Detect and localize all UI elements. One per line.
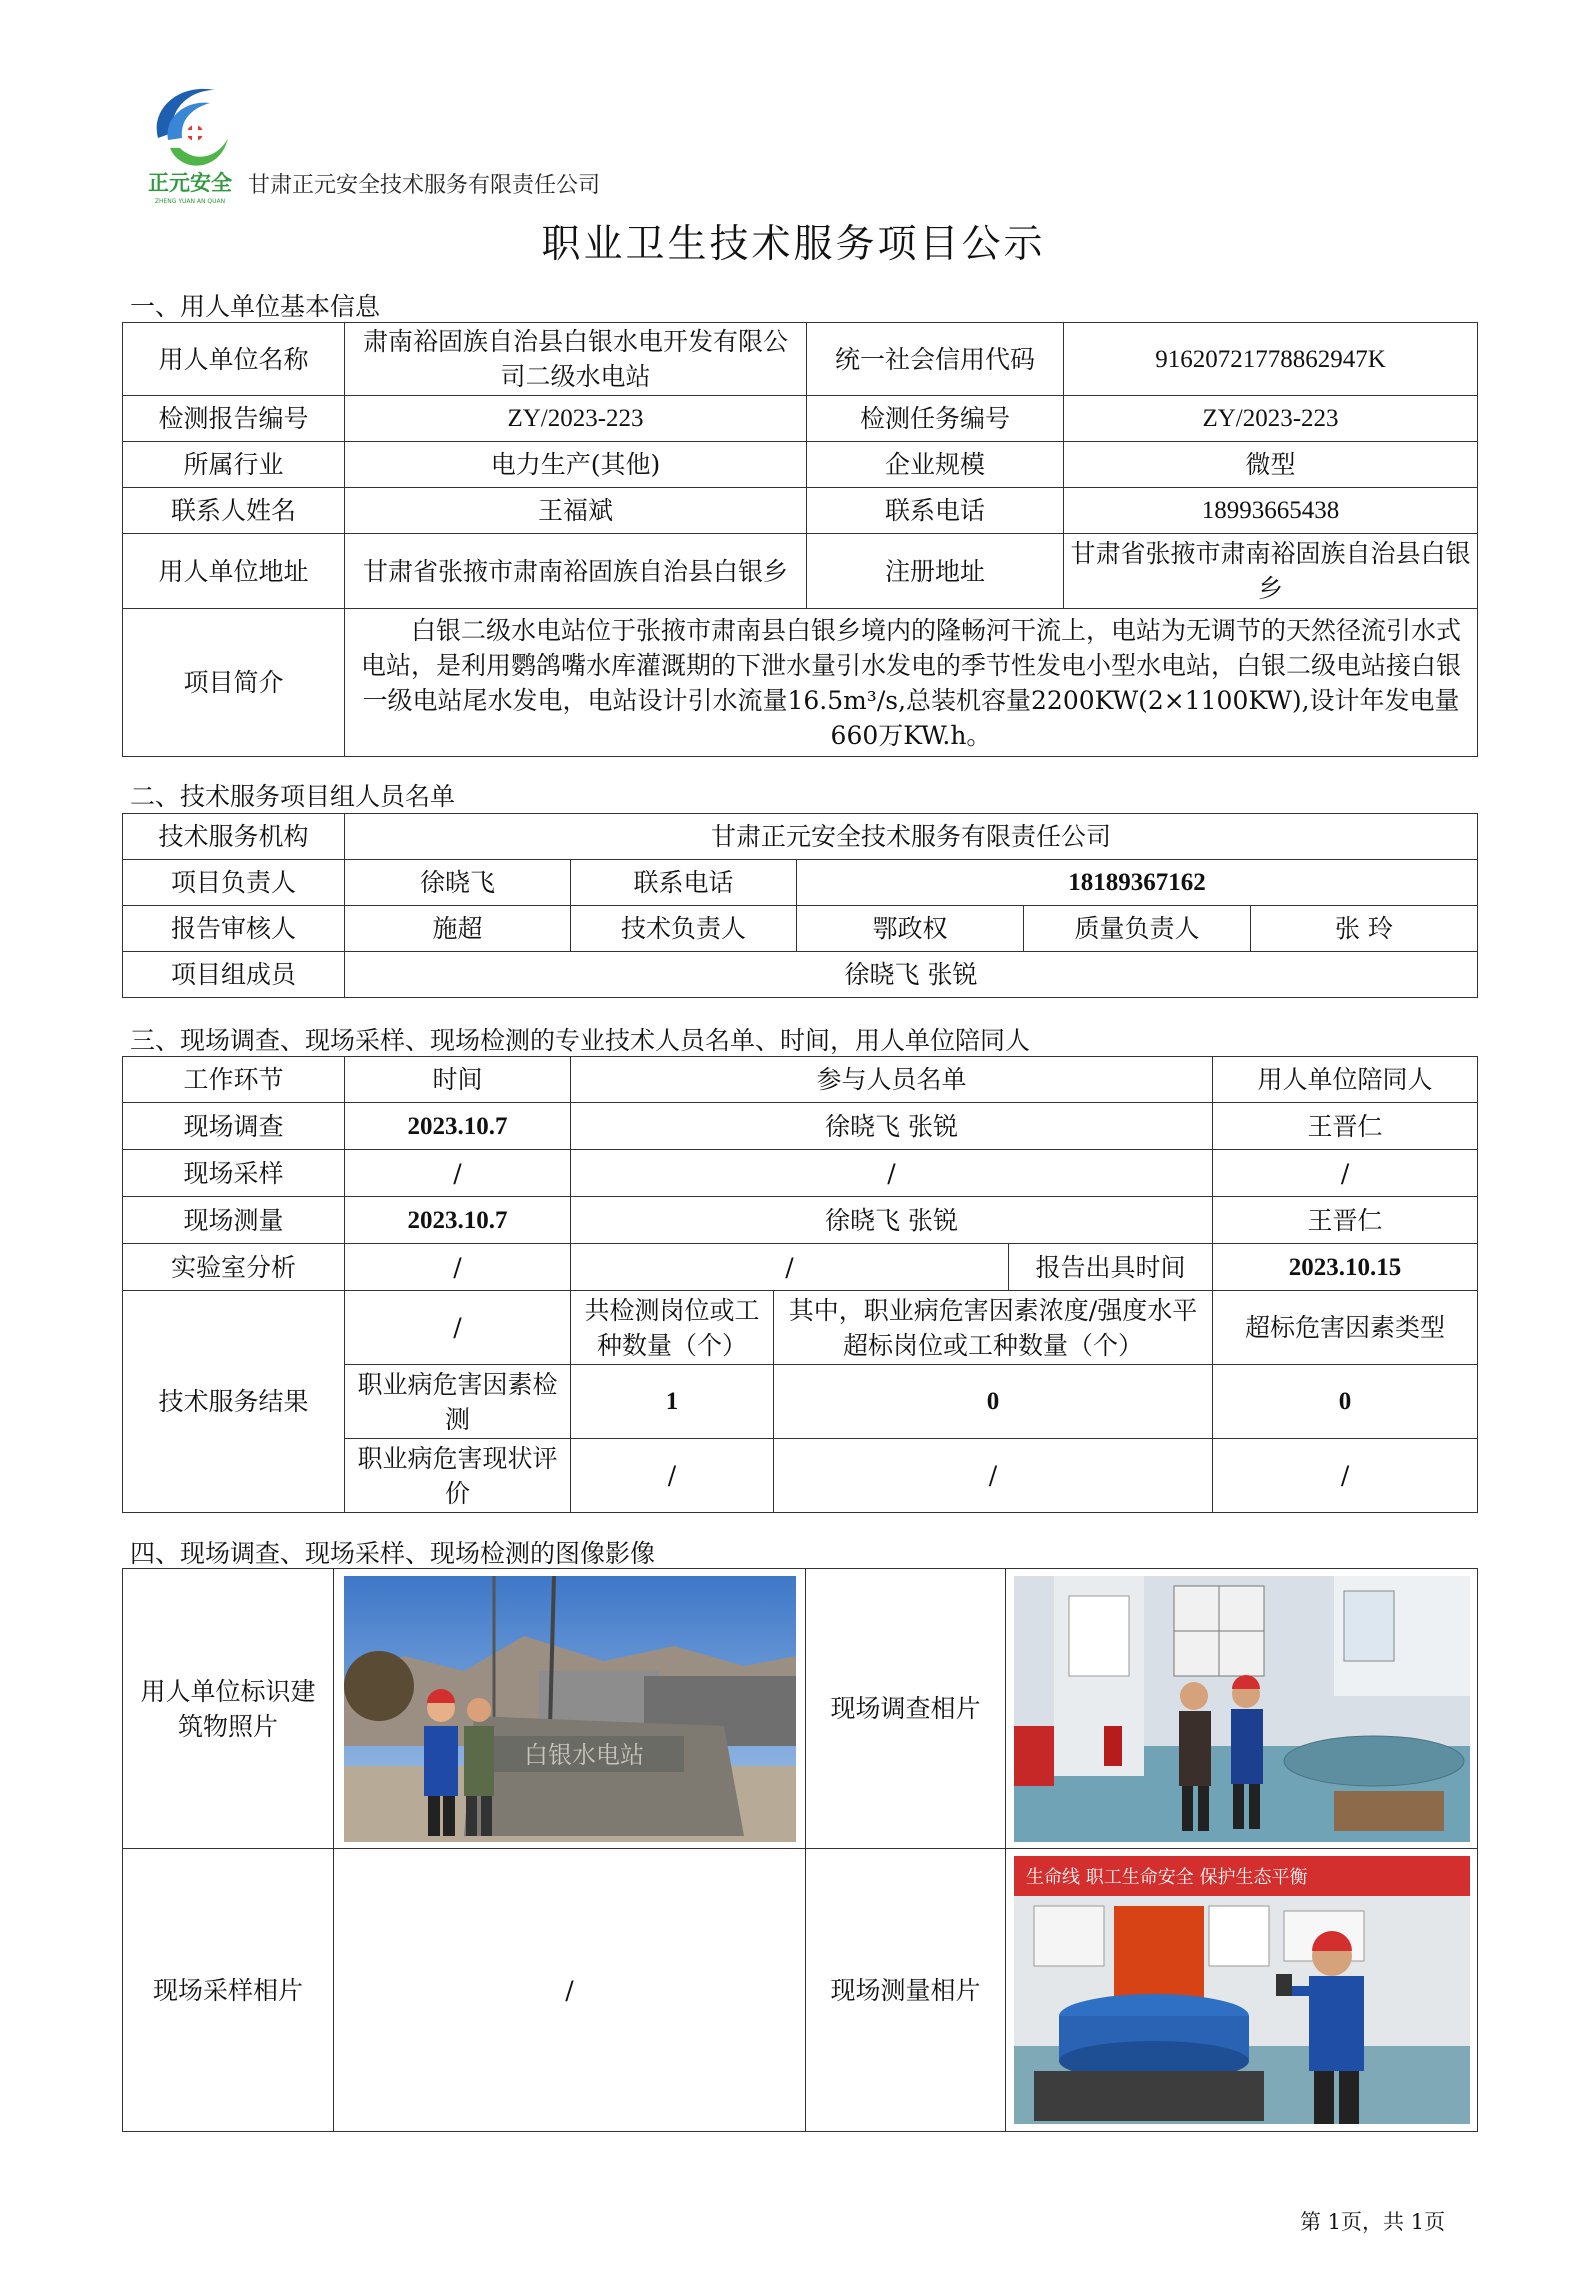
report-no-label: 检测报告编号: [123, 396, 345, 442]
project-intro: [345, 609, 1478, 757]
service-org: 甘肃正元安全技术服务有限责任公司: [345, 814, 1478, 860]
survey-photo-image: [1014, 1576, 1470, 1842]
report-reviewer: 施超: [345, 906, 571, 952]
building-sign-text: 白银水电站: [523, 1740, 644, 1769]
lab-label: 实验室分析: [123, 1244, 345, 1291]
contact-phone: 18993665438: [1064, 488, 1478, 534]
row1-type: 0: [1213, 1365, 1478, 1439]
company-name-header: 甘肃正元安全技术服务有限责任公司: [248, 173, 601, 198]
sampling-people: /: [571, 1150, 1213, 1197]
scale: 微型: [1064, 442, 1478, 488]
row2-exceed: /: [774, 1439, 1213, 1513]
company-logo-icon: [140, 78, 240, 208]
quality-lead: 张 玲: [1251, 906, 1478, 952]
scale-label: 企业规模: [807, 442, 1064, 488]
banner-text: 生命线 职工生命安全 保护生态平衡: [1025, 1867, 1307, 1888]
reg-address: 甘肃省张掖市肃南裕固族自治县白银乡: [1064, 534, 1478, 609]
unit-name: 肃南裕固族自治县白银水电开发有限公司二级水电站: [345, 323, 807, 396]
logo-text: 正元安全: [148, 171, 232, 195]
sampling-escort: /: [1213, 1150, 1478, 1197]
page-number: 第 1页，共 1页: [1300, 2210, 1446, 2234]
contact-label: 联系人姓名: [123, 488, 345, 534]
logo-subtext: ZHENG YUAN AN QUAN: [154, 198, 226, 205]
unit-name-label: 用人单位名称: [123, 323, 345, 396]
tech-lead: 鄂政权: [797, 906, 1024, 952]
address-label: 用人单位地址: [123, 534, 345, 609]
sampling-photo-value: /: [334, 1849, 806, 2132]
building-photo-cell: [334, 1569, 806, 1849]
task-no: ZY/2023-223: [1064, 396, 1478, 442]
lab-people: /: [571, 1244, 1009, 1291]
contact-name: 王福斌: [345, 488, 807, 534]
measure-photo-label: 现场测量相片: [806, 1849, 1006, 2132]
phone-label: 联系电话: [807, 488, 1064, 534]
credit-code: 91620721778862947K: [1064, 323, 1478, 396]
quality-label: 质量负责人: [1024, 906, 1251, 952]
credit-code-label: 统一社会信用代码: [807, 323, 1064, 396]
people-header: 参与人员名单: [571, 1057, 1213, 1103]
industry: 电力生产(其他): [345, 442, 807, 488]
reg-address-label: 注册地址: [807, 534, 1064, 609]
sampling-time: /: [345, 1150, 571, 1197]
project-leader: 徐晓飞: [345, 860, 571, 906]
survey-time: 2023.10.7: [345, 1103, 571, 1150]
building-photo-image: [344, 1576, 796, 1842]
team-members: 徐晓飞 张锐: [345, 952, 1478, 998]
row2-count: /: [571, 1439, 774, 1513]
measure-escort: 王晋仁: [1213, 1197, 1478, 1244]
photos-table: [122, 1568, 1478, 2132]
lab-time: /: [345, 1244, 571, 1291]
measure-time: 2023.10.7: [345, 1197, 571, 1244]
tech-label: 技术负责人: [571, 906, 797, 952]
row1-count: 1: [571, 1365, 774, 1439]
escort-header: 用人单位陪同人: [1213, 1057, 1478, 1103]
row2-label: 职业病危害现状评价: [345, 1439, 571, 1513]
survey-photo-cell: [1006, 1569, 1478, 1849]
measure-photo-image: [1014, 1856, 1470, 2124]
reviewer-label: 报告审核人: [123, 906, 345, 952]
section4-title: 四、现场调查、现场采样、现场检测的图像影像: [130, 1539, 656, 1568]
sampling-photo-label: 现场采样相片: [123, 1849, 334, 2132]
section3-title: 三、现场调查、现场采样、现场检测的专业技术人员名单、时间，用人单位陪同人: [130, 1026, 1031, 1055]
members-label: 项目组成员: [123, 952, 345, 998]
row2-type: /: [1213, 1439, 1478, 1513]
building-photo-label: 用人单位标识建筑物照片: [123, 1569, 334, 1849]
page-header: [140, 78, 840, 208]
team-table: [122, 813, 1478, 998]
leader-phone: 18189367162: [797, 860, 1478, 906]
document-title: 职业卫生技术服务项目公示: [541, 222, 1046, 267]
measure-photo-cell: [1006, 1849, 1478, 2132]
leader-phone-label: 联系电话: [571, 860, 797, 906]
unit-address: 甘肃省张掖市肃南裕固族自治县白银乡: [345, 534, 807, 609]
report-time: 2023.10.15: [1213, 1244, 1478, 1291]
leader-label: 项目负责人: [123, 860, 345, 906]
section2-title: 二、技术服务项目组人员名单: [130, 782, 456, 811]
measure-people: 徐晓飞 张锐: [571, 1197, 1213, 1244]
sampling-label: 现场采样: [123, 1150, 345, 1197]
task-no-label: 检测任务编号: [807, 396, 1064, 442]
results-col1: 共检测岗位或工种数量（个）: [571, 1291, 774, 1365]
org-label: 技术服务机构: [123, 814, 345, 860]
stage-header: 工作环节: [123, 1057, 345, 1103]
fieldwork-table: [122, 1056, 1478, 1513]
report-no: ZY/2023-223: [345, 396, 807, 442]
results-corner: /: [345, 1291, 571, 1365]
survey-photo-label: 现场调查相片: [806, 1569, 1006, 1849]
row1-exceed: 0: [774, 1365, 1213, 1439]
results-col2: 其中，职业病危害因素浓度/强度水平超标岗位或工种数量（个）: [774, 1291, 1213, 1365]
industry-label: 所属行业: [123, 442, 345, 488]
results-label: 技术服务结果: [123, 1291, 345, 1513]
intro-label: 项目简介: [123, 609, 345, 757]
results-col3: 超标危害因素类型: [1213, 1291, 1478, 1365]
row1-label: 职业病危害因素检测: [345, 1365, 571, 1439]
project-intro-text: 白银二级水电站位于张掖市肃南县白银乡境内的隆畅河干流上，电站为无调节的天然径流引水式电站，是利用鹦鸽嘴水库灌溉期的下泄水量引水发电的季节性发电小型水电站，白银二级电站接白银一级电站尾水发电，电站设计引水流量16.5m³/s,总装机容量2200KW(2×1100KW),设计年发电量660万KW.h。: [360, 615, 1461, 750]
survey-label: 现场调查: [123, 1103, 345, 1150]
section1-title: 一、用人单位基本信息: [130, 292, 381, 321]
report-time-label: 报告出具时间: [1009, 1244, 1213, 1291]
basic-info-table: [122, 322, 1478, 757]
survey-escort: 王晋仁: [1213, 1103, 1478, 1150]
measure-label: 现场测量: [123, 1197, 345, 1244]
time-header: 时间: [345, 1057, 571, 1103]
survey-people: 徐晓飞 张锐: [571, 1103, 1213, 1150]
